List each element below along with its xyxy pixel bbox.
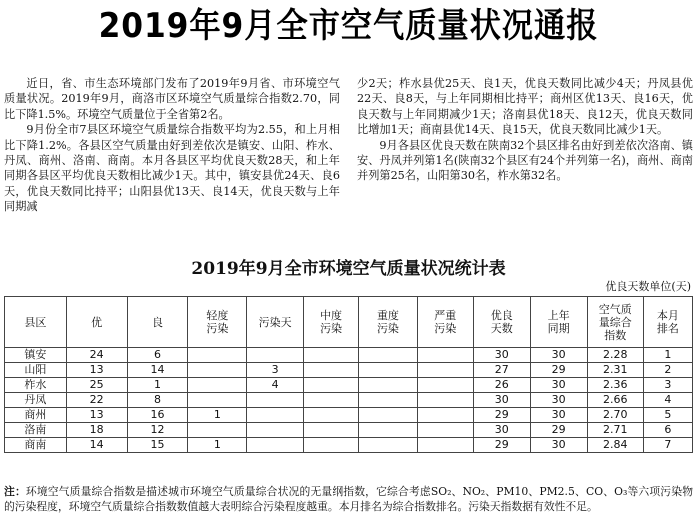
table-cell: 1 [643, 348, 692, 363]
table-cell [417, 363, 473, 378]
table-cell [304, 348, 359, 363]
table-cell: 27 [473, 363, 530, 378]
table-cell: 15 [127, 438, 188, 453]
table-cell: 30 [473, 348, 530, 363]
footnote-text: 环境空气质量综合指数是描述城市环境空气质量综合状况的无量纲指数，它综合考虑SO₂、NO₂、PM10、PM2.5、CO、O₃等六项污染物的污染程度，环境空气质量综合指数数值越大表明综合污染程度越重。本月排名为综合指数排名。污染天指数据有效性不足。 [4, 485, 693, 513]
table-cell: 2.28 [587, 348, 643, 363]
table-cell [359, 348, 418, 363]
table-cell [304, 438, 359, 453]
article-body [4, 76, 693, 234]
table-cell [247, 393, 304, 408]
table-cell: 1 [127, 378, 188, 393]
table-cell: 22 [66, 393, 127, 408]
table-cell [304, 423, 359, 438]
table-cell: 5 [643, 408, 692, 423]
table-header-cell: 污染天 [247, 297, 304, 348]
table-cell: 12 [127, 423, 188, 438]
table-cell: 14 [66, 438, 127, 453]
table-cell: 16 [127, 408, 188, 423]
table-cell: 2.36 [587, 378, 643, 393]
table-cell: 8 [127, 393, 188, 408]
article-paragraph: 9月份全市7县区环境空气质量综合指数平均为2.55，和上月相比下降1.2%。各县区空气质量由好到差依次是镇安、山阳、柞水、丹凤、商州、洛南、商南。本月各县区平均优良天数28天，和上年同期各县区平均优良天数相比减少1天。其中，镇安县优24天、良6天，优良天数同比持平；山阳县优13天、良14天，优良天数与上年同期减 [4, 123, 340, 214]
county-name-cell: 商南 [5, 438, 67, 453]
table-header-cell: 重度 污染 [359, 297, 418, 348]
county-name-cell: 洛南 [5, 423, 67, 438]
table-cell [417, 393, 473, 408]
table-header-cell: 严重 污染 [417, 297, 473, 348]
table-cell [247, 423, 304, 438]
table-cell [359, 378, 418, 393]
article-paragraph: 近日，省、市生态环境部门发布了2019年9月省、市环境空气质量状况。2019年9月，商洛市区环境空气质量综合指数2.70，同比下降1.5%。环境空气质量位于全省第2名。 [4, 77, 340, 121]
table-cell [188, 378, 247, 393]
table-cell: 2.31 [587, 363, 643, 378]
table-cell: 29 [473, 408, 530, 423]
table-cell: 1 [188, 438, 247, 453]
table-cell: 30 [530, 348, 587, 363]
table-row [5, 438, 693, 453]
county-name-cell: 山阳 [5, 363, 67, 378]
table-cell: 29 [473, 438, 530, 453]
county-name-cell: 镇安 [5, 348, 67, 363]
table-cell [359, 408, 418, 423]
table-cell: 30 [530, 393, 587, 408]
table-cell [417, 423, 473, 438]
table-cell [188, 348, 247, 363]
table-cell: 4 [247, 378, 304, 393]
table-cell: 13 [66, 408, 127, 423]
table-cell: 7 [643, 438, 692, 453]
table-cell: 30 [530, 378, 587, 393]
table-cell: 25 [66, 378, 127, 393]
table-cell: 24 [66, 348, 127, 363]
table-row [5, 423, 693, 438]
table-cell [188, 423, 247, 438]
table-cell: 14 [127, 363, 188, 378]
table-cell: 30 [473, 393, 530, 408]
table-cell: 30 [473, 423, 530, 438]
article-column-right [357, 76, 693, 234]
table-header-cell: 县区 [5, 297, 67, 348]
table-cell: 26 [473, 378, 530, 393]
table-cell [304, 363, 359, 378]
table-cell [304, 408, 359, 423]
table-header-cell: 本月 排名 [643, 297, 692, 348]
table-header-cell: 空气质 量综合 指数 [587, 297, 643, 348]
table-header-cell: 上年 同期 [530, 297, 587, 348]
county-name-cell: 丹凤 [5, 393, 67, 408]
table-cell [188, 393, 247, 408]
table-cell [304, 393, 359, 408]
table-title: 2019年9月全市环境空气质量状况统计表 [191, 259, 506, 279]
article-column-left [4, 76, 340, 234]
table-cell [247, 408, 304, 423]
table-cell [359, 423, 418, 438]
table-cell [247, 438, 304, 453]
table-row [5, 378, 693, 393]
table-cell: 30 [530, 438, 587, 453]
table-cell: 4 [643, 393, 692, 408]
air-quality-table [4, 296, 693, 453]
table-header-cell: 中度 污染 [304, 297, 359, 348]
footnote [4, 484, 693, 514]
table-cell: 29 [530, 423, 587, 438]
table-cell [247, 348, 304, 363]
table-cell [417, 408, 473, 423]
county-name-cell: 商州 [5, 408, 67, 423]
table-cell: 18 [66, 423, 127, 438]
headline: 2019年9月全市空气质量状况通报 [98, 6, 599, 46]
table-cell [304, 378, 359, 393]
table-cell: 2.71 [587, 423, 643, 438]
table-cell: 29 [530, 363, 587, 378]
table-cell [417, 438, 473, 453]
table-cell: 2.66 [587, 393, 643, 408]
county-name-cell: 柞水 [5, 378, 67, 393]
table-header-cell: 优 [66, 297, 127, 348]
table-header-cell: 优良 天数 [473, 297, 530, 348]
table-cell: 1 [188, 408, 247, 423]
table-header-cell: 轻度 污染 [188, 297, 247, 348]
table-cell: 30 [530, 408, 587, 423]
table-cell: 2 [643, 363, 692, 378]
table-cell: 3 [247, 363, 304, 378]
table-cell [188, 363, 247, 378]
table-cell: 6 [643, 423, 692, 438]
table-header-cell: 良 [127, 297, 188, 348]
table-cell [359, 393, 418, 408]
table-row [5, 348, 693, 363]
article-paragraph: 少2天；柞水县优25天、良1天，优良天数同比减少4天；丹凤县优22天、良8天，与上年同期相比持平；商州区优13天、良16天，优良天数与上年同期减少1天；洛南县优18天、良12天，优良天数同比增加1天；商南县优14天、良15天，优良天数同比减少1天。 [357, 77, 693, 137]
table-cell [417, 378, 473, 393]
table-cell [359, 438, 418, 453]
table-unit-note: 优良天数单位(天) [605, 280, 691, 293]
table-cell [417, 348, 473, 363]
table-cell: 2.70 [587, 408, 643, 423]
table-row [5, 408, 693, 423]
table-cell: 6 [127, 348, 188, 363]
table-row [5, 393, 693, 408]
table-cell: 13 [66, 363, 127, 378]
table-cell: 2.84 [587, 438, 643, 453]
table-header-row [5, 297, 693, 348]
table-cell [359, 363, 418, 378]
table-cell: 3 [643, 378, 692, 393]
table-row [5, 363, 693, 378]
footnote-label: 注： [4, 485, 26, 498]
article-paragraph: 9月各县区优良天数在陕南32个县区排名由好到差依次洛南、镇安、丹凤并列第1名(陕南32个县区有24个并列第一名)，商州、商南并列第25名，山阳第30名，柞水第32名。 [357, 138, 693, 183]
